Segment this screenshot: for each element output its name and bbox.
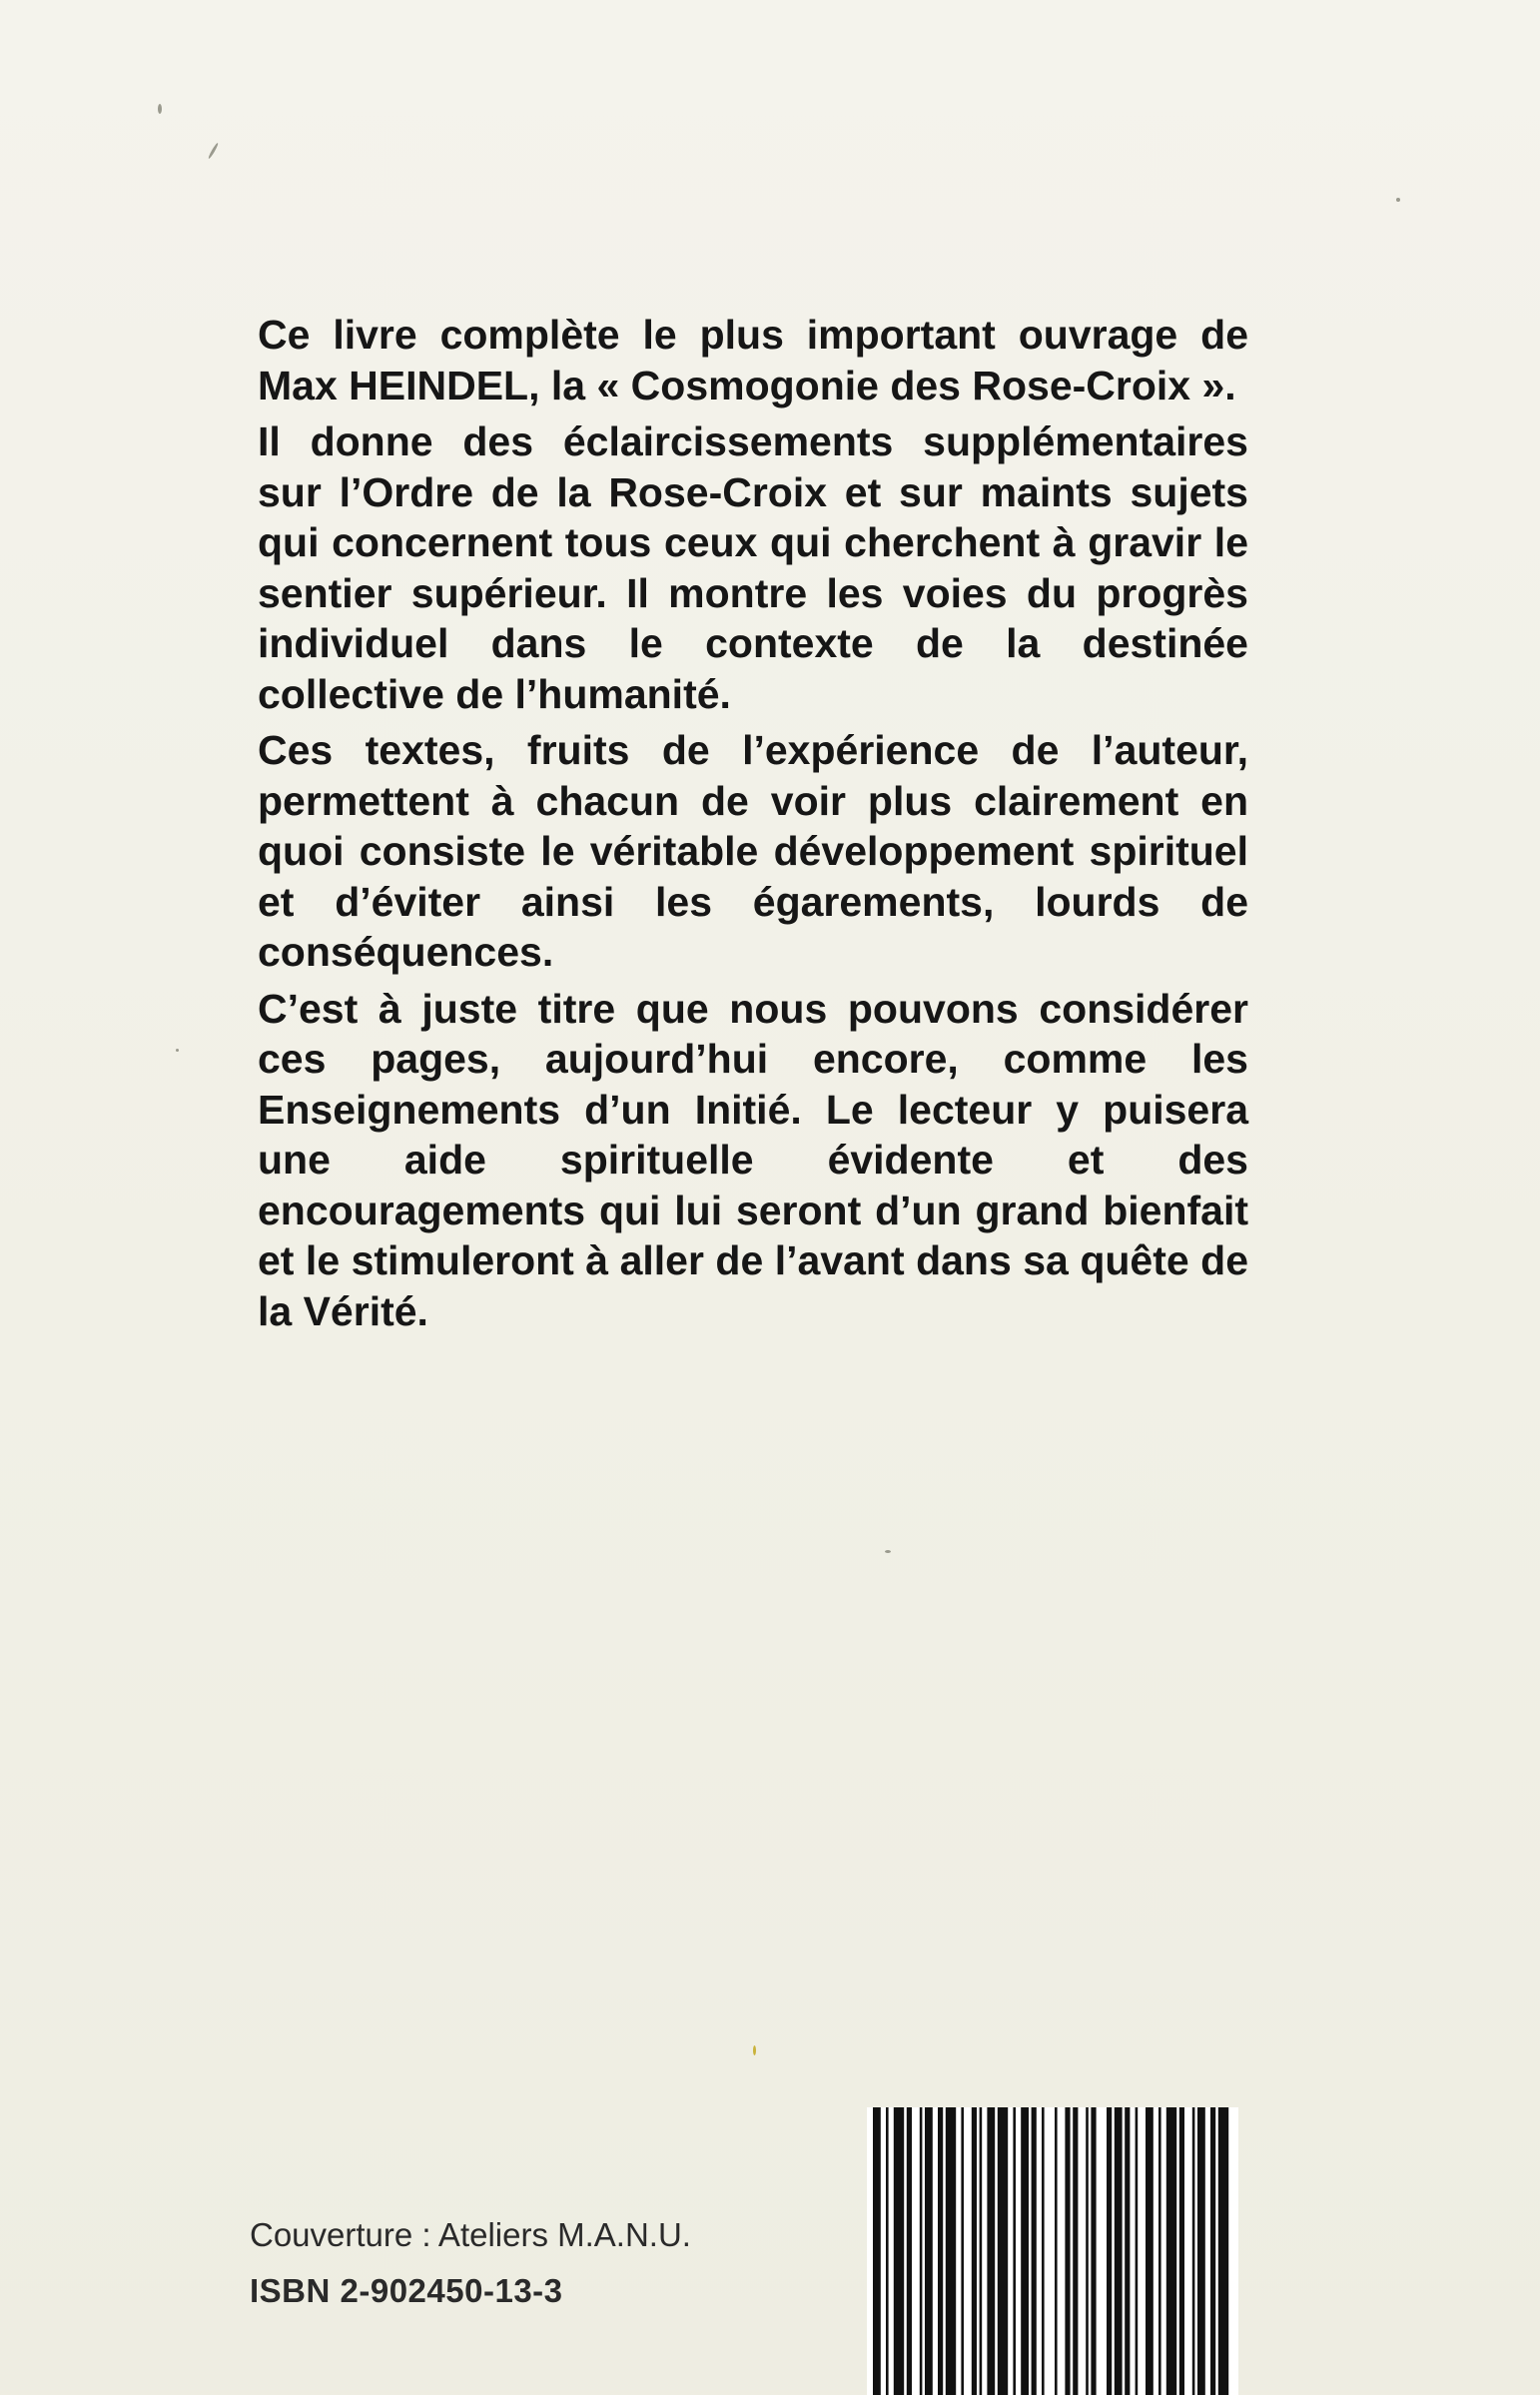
barcode-bar [961, 2107, 964, 2395]
barcode-bar [1091, 2107, 1096, 2395]
print-speck [176, 1049, 179, 1052]
barcode-bar [938, 2107, 943, 2395]
barcode-bar [1146, 2107, 1154, 2395]
barcode [867, 2107, 1238, 2395]
barcode-bar [1021, 2107, 1029, 2395]
barcode-bar [1166, 2107, 1176, 2395]
blurb-paragraph: Ce livre complète le plus important ouvrage de Max HEINDEL, la « Cosmogonie des Rose-Croix ». [258, 312, 1248, 408]
barcode-bar [980, 2107, 983, 2395]
barcode-bar [1065, 2107, 1070, 2395]
print-speck [158, 104, 162, 114]
barcode-bar [1158, 2107, 1161, 2395]
credits [250, 2207, 691, 2319]
barcode-bar [907, 2107, 912, 2395]
barcode-bar [920, 2107, 923, 2395]
print-speck [753, 2045, 756, 2055]
barcode-bar [1179, 2107, 1184, 2395]
barcode-bar [925, 2107, 933, 2395]
barcode-bar [1136, 2107, 1139, 2395]
barcode-bar [1192, 2107, 1195, 2395]
blurb-paragraph: Il donne des éclaircissements supplémentaires sur l’Ordre de la Rose-Croix et sur maints sujets qui concernent tous ceux qui cherchent à gravir le sentier supérieur. Il montre les voies du progrès individuel dans le contexte de la destinée collective de l’humanité. [258, 418, 1248, 717]
barcode-bar [1107, 2107, 1112, 2395]
barcode-bar [1197, 2107, 1205, 2395]
barcode-bar [1218, 2107, 1228, 2395]
cover-blurb [258, 310, 1248, 1342]
barcode-bar [1115, 2107, 1123, 2395]
barcode-bar [946, 2107, 956, 2395]
barcode-bar [998, 2107, 1008, 2395]
barcode-bar [1042, 2107, 1045, 2395]
cover-credit: Couverture : Ateliers M.A.N.U. [250, 2216, 691, 2253]
print-speck [208, 142, 220, 159]
barcode-bar [1032, 2107, 1037, 2395]
print-speck [1396, 198, 1400, 202]
barcode-graphic [867, 2107, 1238, 2395]
barcode-bar [1086, 2107, 1089, 2395]
barcode-bar [1013, 2107, 1016, 2395]
barcode-bar [1125, 2107, 1130, 2395]
barcode-bar [886, 2107, 889, 2395]
barcode-bar [894, 2107, 904, 2395]
barcode-bar [1073, 2107, 1078, 2395]
isbn-number: ISBN 2-902450-13-3 [250, 2272, 563, 2309]
print-speck [885, 1550, 891, 1553]
barcode-bar [1210, 2107, 1215, 2395]
blurb-paragraph: Ces textes, fruits de l’expérience de l’auteur, permettent à chacun de voir plus clairement en quoi consiste le véritable développement spirituel et d’éviter ainsi les égarements, lourds de conséquences. [258, 727, 1248, 975]
blurb-paragraph: C’est à juste titre que nous pouvons considérer ces pages, aujourd’hui encore, comme les Enseignements d’un Initié. Le lecteur y puisera une aide spirituelle évidente et des encouragements qui lui seront d’un grand bienfait et le stimuleront à aller de l’avant dans sa quête de la Vérité. [258, 985, 1248, 1334]
barcode-bar [987, 2107, 995, 2395]
barcode-bar [972, 2107, 977, 2395]
barcode-bar [1055, 2107, 1058, 2395]
barcode-bar [873, 2107, 881, 2395]
